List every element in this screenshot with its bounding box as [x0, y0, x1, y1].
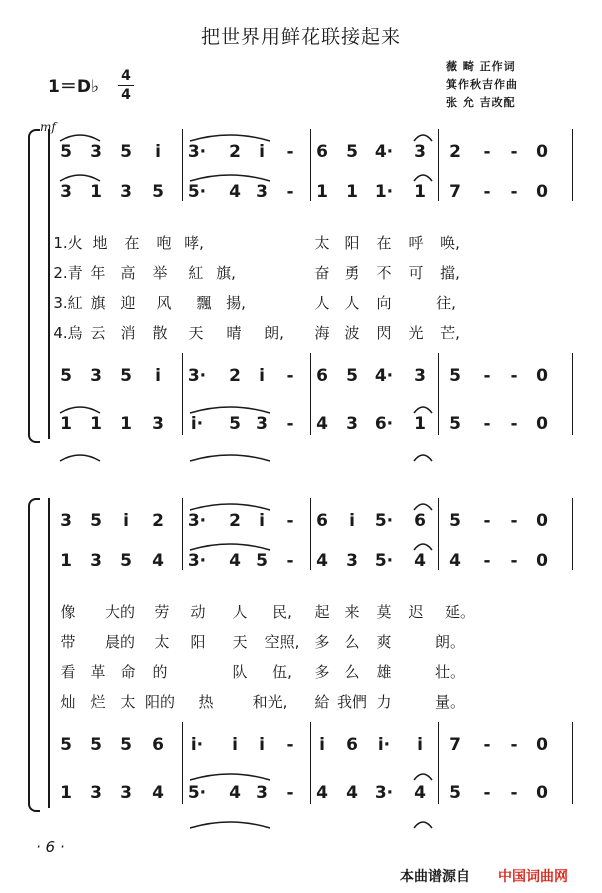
sys2-voice4-note: 4	[346, 783, 358, 803]
sys2-voice2-note: 4	[316, 551, 328, 571]
time-top: 4	[121, 68, 131, 84]
sys2-lyric-4: 热	[198, 693, 214, 711]
source-label: 本曲谱源自	[400, 869, 470, 885]
sys2-voice1-note: 3·	[187, 511, 207, 531]
sys1-lyric-2: 奋	[314, 264, 330, 282]
sys2-lyric-3: 雄	[376, 663, 392, 681]
sys2-lyric-1: 动	[190, 603, 206, 621]
sys1-voice4-note: 3	[256, 414, 268, 434]
sys2-lyric-2: 带	[60, 633, 76, 651]
sys1-lyric-4: 云	[90, 324, 106, 342]
sys1-voice4-note: 5	[229, 414, 241, 434]
sys1-lyric-2: 擋,	[440, 264, 460, 282]
sys1-lyric-4: 散	[152, 324, 168, 342]
slur	[414, 175, 432, 181]
sys2-voice3-note: 6	[346, 735, 358, 755]
sys2-lyric-4: 阳的	[144, 693, 176, 711]
arranger-credit: 张 允 吉改配	[446, 96, 516, 109]
sys1-voice4-note: 1	[414, 414, 426, 434]
sys1-voice4-note: 0	[536, 414, 548, 434]
sys1-voice1-note: -	[483, 142, 491, 162]
sys2-lyric-3: 伍,	[272, 663, 292, 681]
sys2-voice3-note: -	[510, 735, 518, 755]
sys1-lyric-1: 地	[92, 234, 108, 252]
sys1-voice4-note: 5	[449, 414, 461, 434]
sys2-lyric-3: 多	[314, 663, 330, 681]
sys1-voice3-note: 0	[536, 366, 548, 386]
sys1-lyric-2: 高	[120, 264, 136, 282]
slur	[414, 504, 432, 510]
sys2-voice4-note: 4	[229, 783, 241, 803]
sys1-lyric-1: 太	[314, 234, 330, 252]
sys2-lyric-2: 阳	[190, 633, 206, 651]
sys2-voice2-note: 3·	[187, 551, 207, 571]
sys2-lyric-4: 力	[376, 693, 392, 711]
sys2-lyric-2: 多	[314, 633, 330, 651]
sys1-voice1-note: 5	[346, 142, 358, 162]
slur	[190, 455, 270, 461]
sys2-voice2-note: 4	[152, 551, 164, 571]
sys2-voice4-note: 5	[449, 783, 461, 803]
sys1-voice4-note: -	[510, 414, 518, 434]
sys2-voice4-note: 3	[256, 783, 268, 803]
slur	[190, 135, 270, 141]
sys2-voice3-note: -	[286, 735, 294, 755]
sys1-lyric-1: 在	[124, 234, 140, 252]
dynamic-marking: mf	[40, 120, 56, 134]
sys1-voice3-note: 3	[414, 366, 426, 386]
sys2-voice2-note: -	[483, 551, 491, 571]
sys1-voice1-note: -	[510, 142, 518, 162]
sys1-voice4-note: 1	[90, 414, 102, 434]
sys2-lyric-4: 量。	[434, 693, 466, 711]
sys1-voice2-note: 1	[414, 182, 426, 202]
sys1-voice2-note: 7	[449, 182, 461, 202]
slur	[414, 455, 432, 461]
sys1-voice2-note: 1	[90, 182, 102, 202]
sys1-voice1-note: 0	[536, 142, 548, 162]
sys2-voice1-note: 5	[449, 511, 461, 531]
sys1-voice4-note: 1	[60, 414, 72, 434]
sys1-lyric-4: 閃	[376, 324, 392, 342]
sys1-voice1-note: -	[286, 142, 294, 162]
sys2-voice3-note: 0	[536, 735, 548, 755]
sys2-lyric-2: 空照,	[264, 633, 300, 651]
sys2-voice2-note: -	[510, 551, 518, 571]
sys1-voice1-note: 2	[229, 142, 241, 162]
sys1-lyric-4: 4.烏	[53, 324, 83, 342]
sys1-voice1-note: 5	[60, 142, 72, 162]
sys1-lyric-4: 消	[120, 324, 136, 342]
sys2-voice3-note: 7	[449, 735, 461, 755]
sys2-voice2-note: 5	[256, 551, 268, 571]
sys2-voice2-note: 4	[229, 551, 241, 571]
sys2-voice3-note: i	[417, 735, 423, 755]
sys1-lyric-1: 1.火	[53, 234, 83, 252]
sys2-voice4-note: 3	[120, 783, 132, 803]
sys2-voice1-note: -	[510, 511, 518, 531]
sys1-voice1-note: i	[155, 142, 161, 162]
sys2-voice1-note: -	[286, 511, 294, 531]
sys1-voice2-note: 5·	[187, 182, 207, 202]
slur	[60, 455, 100, 461]
sys2-voice3-note: i	[319, 735, 325, 755]
sys2-voice3-note: 6	[152, 735, 164, 755]
slur	[414, 774, 432, 780]
slur	[190, 504, 270, 510]
sys2-voice2-note: 3	[90, 551, 102, 571]
sys2-voice4-note: -	[510, 783, 518, 803]
sys1-voice2-note: 5	[152, 182, 164, 202]
sys2-lyric-4: 烂	[90, 693, 106, 711]
sys2-lyric-2: 太	[154, 633, 170, 651]
song-title: 把世界用鲜花联接起来	[200, 26, 401, 48]
sys1-voice2-note: 3	[60, 182, 72, 202]
sys2-voice1-note: 6	[414, 511, 426, 531]
sys2-voice2-note: 3	[346, 551, 358, 571]
slur	[414, 544, 432, 550]
sys2-lyric-3: 的	[152, 663, 168, 681]
sys1-voice3-note: 2	[229, 366, 241, 386]
sys1-lyric-1: 唤,	[440, 234, 460, 252]
sys2-lyric-3: 壮。	[434, 663, 466, 681]
sys1-voice4-note: -	[286, 414, 294, 434]
site-label: 中国词曲网	[498, 869, 568, 885]
sys2-voice2-note: 1	[60, 551, 72, 571]
slur	[414, 407, 432, 413]
sys1-voice4-note: 1	[120, 414, 132, 434]
sys2-voice2-note: 4	[414, 551, 426, 571]
sys2-voice4-note: 5·	[187, 783, 207, 803]
sys1-voice1-note: 3	[414, 142, 426, 162]
sys1-voice4-note: -	[483, 414, 491, 434]
sys1-lyric-3: 向	[376, 294, 392, 312]
sys2-lyric-2: 朗。	[434, 633, 466, 651]
sys2-lyric-3: 革	[90, 663, 106, 681]
sys2-voice4-note: 0	[536, 783, 548, 803]
slur	[190, 544, 270, 550]
sys1-voice2-note: 1	[346, 182, 358, 202]
sys2-lyric-1: 大的	[104, 603, 136, 621]
sys1-voice1-note: 4·	[374, 142, 394, 162]
sys2-voice2-note: 5	[120, 551, 132, 571]
sys1-voice3-note: -	[483, 366, 491, 386]
page-number: · 6 ·	[36, 838, 65, 856]
sys2-voice3-note: i	[259, 735, 265, 755]
sys2-voice1-note: i	[123, 511, 129, 531]
sys2-voice1-note: 6	[316, 511, 328, 531]
sys1-lyric-2: 旗,	[216, 264, 236, 282]
sys2-lyric-4: 和光,	[252, 693, 288, 711]
sys2-lyric-3: 队	[232, 663, 248, 681]
sys2-voice4-note: 3	[90, 783, 102, 803]
sys2-voice3-note: 5	[90, 735, 102, 755]
sys2-lyric-4: 給	[314, 693, 330, 711]
sys1-voice3-note: 5	[120, 366, 132, 386]
sys1-voice2-note: -	[510, 182, 518, 202]
sys1-lyric-1: 哮,	[184, 234, 204, 252]
sys1-lyric-2: 勇	[344, 264, 360, 282]
slur	[190, 774, 270, 780]
sys2-voice4-note: -	[286, 783, 294, 803]
sys2-voice4-note: 1	[60, 783, 72, 803]
sys2-voice1-note: 2	[152, 511, 164, 531]
sys1-voice3-note: 3	[90, 366, 102, 386]
sys1-lyric-3: 旗	[90, 294, 106, 312]
key-signature: 1＝D♭	[48, 77, 99, 97]
time-bottom: 4	[121, 87, 131, 103]
sys2-lyric-1: 民,	[272, 603, 292, 621]
sys2-lyric-2: 晨的	[104, 633, 136, 651]
slur	[190, 822, 270, 828]
slur	[414, 822, 432, 828]
sys1-lyric-4: 光	[408, 324, 424, 342]
sys2-lyric-4: 太	[120, 693, 136, 711]
sys2-voice1-note: 3	[60, 511, 72, 531]
sys1-voice3-note: 6	[316, 366, 328, 386]
sys2-voice2-note: 5·	[374, 551, 394, 571]
sys1-voice2-note: 4	[229, 182, 241, 202]
sys1-voice3-note: 5	[449, 366, 461, 386]
sys1-lyric-3: 人	[344, 294, 360, 312]
sys1-voice4-note: i·	[190, 414, 204, 434]
sys1-voice3-note: -	[510, 366, 518, 386]
sys1-voice2-note: 3	[120, 182, 132, 202]
sys1-lyric-3: 3.紅	[53, 294, 83, 312]
sys1-lyric-3: 人	[314, 294, 330, 312]
lyricist-credit: 薇 畸 正作词	[446, 60, 516, 73]
sys1-lyric-4: 晴	[226, 324, 242, 342]
sys1-lyric-2: 年	[90, 264, 106, 282]
sys1-lyric-4: 朗,	[264, 324, 284, 342]
sys1-voice1-note: 3·	[187, 142, 207, 162]
sys1-lyric-4: 天	[188, 324, 204, 342]
sys2-lyric-4: 我們	[336, 693, 368, 711]
sys1-voice1-note: 6	[316, 142, 328, 162]
sys1-voice2-note: 0	[536, 182, 548, 202]
slur	[190, 407, 270, 413]
sys2-voice4-note: 4	[414, 783, 426, 803]
sys1-voice2-note: 3	[256, 182, 268, 202]
slur	[190, 175, 270, 181]
sys2-lyric-1: 来	[344, 603, 360, 621]
sys1-voice4-note: 6·	[374, 414, 394, 434]
sys1-lyric-1: 咆	[156, 234, 172, 252]
slur	[414, 135, 432, 141]
sys1-voice3-note: i	[155, 366, 161, 386]
sys2-voice3-note: 5	[120, 735, 132, 755]
sys1-voice3-note: 4·	[374, 366, 394, 386]
sys1-voice3-note: 5	[60, 366, 72, 386]
sys2-voice2-note: -	[286, 551, 294, 571]
sys2-lyric-1: 延。	[444, 603, 476, 621]
sys1-lyric-1: 呼	[408, 234, 424, 252]
sys2-lyric-1: 莫	[376, 603, 392, 621]
sys1-voice3-note: i	[259, 366, 265, 386]
sys2-voice2-note: 0	[536, 551, 548, 571]
sys2-lyric-2: 爽	[376, 633, 392, 651]
sys2-lyric-2: 天	[232, 633, 248, 651]
sys1-voice3-note: 3·	[187, 366, 207, 386]
sys1-lyric-3: 揚,	[226, 294, 246, 312]
sys1-lyric-1: 阳	[344, 234, 360, 252]
sys2-lyric-1: 像	[60, 603, 76, 621]
sys1-lyric-2: 不	[376, 264, 392, 282]
sys2-voice4-note: 4	[152, 783, 164, 803]
composer-credit: 箕作秋吉作曲	[446, 78, 518, 91]
sys1-lyric-3: 迎	[120, 294, 136, 312]
sys1-voice2-note: -	[286, 182, 294, 202]
sys2-voice4-note: -	[483, 783, 491, 803]
slur	[60, 135, 100, 141]
sys2-lyric-1: 起	[314, 603, 330, 621]
sys2-voice1-note: 5·	[374, 511, 394, 531]
sys1-voice4-note: 3	[346, 414, 358, 434]
sys2-voice1-note: -	[483, 511, 491, 531]
sys1-voice1-note: i	[259, 142, 265, 162]
sys1-lyric-2: 紅	[188, 264, 204, 282]
sys2-lyric-1: 劳	[154, 603, 170, 621]
sys2-lyric-2: 么	[344, 633, 360, 651]
sys1-lyric-1: 在	[376, 234, 392, 252]
sys1-lyric-3: 往,	[436, 294, 456, 312]
sys1-voice1-note: 2	[449, 142, 461, 162]
sys1-lyric-2: 可	[408, 264, 424, 282]
sys2-lyric-3: 看	[60, 663, 76, 681]
sys2-voice1-note: i	[349, 511, 355, 531]
sys2-lyric-1: 迟	[408, 603, 424, 621]
sys1-lyric-4: 海	[314, 324, 330, 342]
sys2-voice3-note: i·	[377, 735, 391, 755]
sys1-lyric-4: 芒,	[440, 324, 460, 342]
sys1-lyric-2: 2.青	[53, 264, 83, 282]
sys2-lyric-4: 灿	[60, 693, 76, 711]
sys1-voice4-note: 4	[316, 414, 328, 434]
sys1-voice1-note: 5	[120, 142, 132, 162]
sys2-voice1-note: 5	[90, 511, 102, 531]
sys2-voice1-note: 2	[229, 511, 241, 531]
sys1-lyric-3: 风	[156, 294, 172, 312]
sys1-voice4-note: 3	[152, 414, 164, 434]
sys1-voice3-note: 5	[346, 366, 358, 386]
sys2-voice3-note: 5	[60, 735, 72, 755]
sys2-lyric-3: 么	[344, 663, 360, 681]
sys2-lyric-1: 人	[232, 603, 248, 621]
sys2-voice1-note: 0	[536, 511, 548, 531]
sys1-voice2-note: -	[483, 182, 491, 202]
sys1-voice3-note: -	[286, 366, 294, 386]
sys2-lyric-3: 命	[120, 663, 136, 681]
slur	[60, 175, 100, 181]
sys1-voice1-note: 3	[90, 142, 102, 162]
sys2-voice3-note: i	[232, 735, 238, 755]
sys2-voice2-note: 4	[449, 551, 461, 571]
sys1-lyric-2: 举	[152, 264, 168, 282]
sys2-voice4-note: 3·	[374, 783, 394, 803]
sys1-lyric-3: 飄	[196, 294, 212, 312]
sys2-voice1-note: i	[259, 511, 265, 531]
sys1-voice2-note: 1·	[374, 182, 394, 202]
sys2-voice4-note: 4	[316, 783, 328, 803]
sys1-voice2-note: 1	[316, 182, 328, 202]
slur	[60, 407, 100, 413]
sys2-voice3-note: -	[483, 735, 491, 755]
sys2-voice3-note: i·	[190, 735, 204, 755]
sys1-lyric-4: 波	[344, 324, 360, 342]
